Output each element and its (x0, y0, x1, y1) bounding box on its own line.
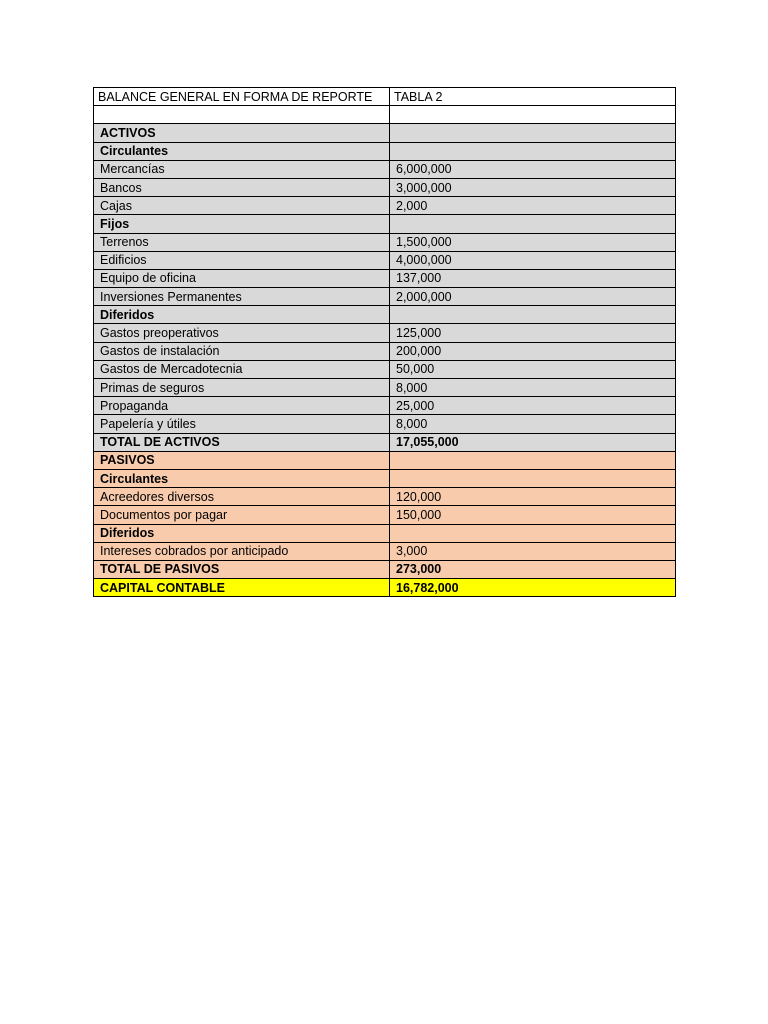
row-label: Papelería y útiles (94, 415, 390, 433)
table-row (94, 306, 676, 324)
row-label: PASIVOS (94, 451, 390, 469)
row-value: 1,500,000 (390, 233, 676, 251)
table-row (94, 360, 676, 378)
row-label: Gastos preoperativos (94, 324, 390, 342)
row-label: Equipo de oficina (94, 269, 390, 287)
row-value: 150,000 (390, 506, 676, 524)
table-row (94, 415, 676, 433)
row-label: Acreedores diversos (94, 488, 390, 506)
row-label: Cajas (94, 197, 390, 215)
row-value: 16,782,000 (390, 579, 676, 597)
row-label: Circulantes (94, 469, 390, 487)
row-value: 2,000,000 (390, 288, 676, 306)
row-value: 120,000 (390, 488, 676, 506)
row-label: ACTIVOS (94, 124, 390, 142)
table-row (94, 342, 676, 360)
table-row (94, 433, 676, 451)
table-row (94, 379, 676, 397)
row-label: Gastos de instalación (94, 342, 390, 360)
table-row (94, 579, 676, 597)
row-value (390, 215, 676, 233)
table-row (94, 560, 676, 578)
table-row (94, 160, 676, 178)
row-label (94, 106, 390, 124)
row-value: 50,000 (390, 360, 676, 378)
row-label: Edificios (94, 251, 390, 269)
row-value (390, 142, 676, 160)
row-value: 8,000 (390, 415, 676, 433)
table-row (94, 106, 676, 124)
row-value: 2,000 (390, 197, 676, 215)
balance-sheet-table (93, 87, 676, 597)
row-label: Circulantes (94, 142, 390, 160)
table-row (94, 542, 676, 560)
balance-sheet-body (94, 88, 676, 597)
row-value: 273,000 (390, 560, 676, 578)
table-row (94, 469, 676, 487)
row-value: 125,000 (390, 324, 676, 342)
row-value: 4,000,000 (390, 251, 676, 269)
row-value (390, 106, 676, 124)
table-row (94, 251, 676, 269)
table-row (94, 178, 676, 196)
row-label: Documentos por pagar (94, 506, 390, 524)
row-label: TOTAL DE PASIVOS (94, 560, 390, 578)
table-title: BALANCE GENERAL EN FORMA DE REPORTE (94, 88, 390, 106)
row-value (390, 469, 676, 487)
row-label: Inversiones Permanentes (94, 288, 390, 306)
row-label: Terrenos (94, 233, 390, 251)
table-row (94, 324, 676, 342)
table-row (94, 524, 676, 542)
row-value: 3,000,000 (390, 178, 676, 196)
row-label: Intereses cobrados por anticipado (94, 542, 390, 560)
row-label: TOTAL DE ACTIVOS (94, 433, 390, 451)
row-label: Primas de seguros (94, 379, 390, 397)
row-label: Propaganda (94, 397, 390, 415)
table-row (94, 269, 676, 287)
row-value: 6,000,000 (390, 160, 676, 178)
table-row (94, 124, 676, 142)
table-header-row (94, 88, 676, 106)
row-label: Gastos de Mercadotecnia (94, 360, 390, 378)
table-row (94, 288, 676, 306)
row-value (390, 306, 676, 324)
row-value (390, 451, 676, 469)
row-label: Mercancías (94, 160, 390, 178)
table-row (94, 142, 676, 160)
table-row (94, 488, 676, 506)
row-label: CAPITAL CONTABLE (94, 579, 390, 597)
row-label: Fijos (94, 215, 390, 233)
table-row (94, 451, 676, 469)
table-label: TABLA 2 (390, 88, 676, 106)
row-label: Diferidos (94, 306, 390, 324)
row-value: 200,000 (390, 342, 676, 360)
row-value: 8,000 (390, 379, 676, 397)
row-value: 17,055,000 (390, 433, 676, 451)
table-row (94, 506, 676, 524)
row-value (390, 524, 676, 542)
row-value: 3,000 (390, 542, 676, 560)
row-value: 137,000 (390, 269, 676, 287)
row-value (390, 124, 676, 142)
row-label: Diferidos (94, 524, 390, 542)
row-label: Bancos (94, 178, 390, 196)
row-value: 25,000 (390, 397, 676, 415)
table-row (94, 197, 676, 215)
table-row (94, 215, 676, 233)
table-row (94, 397, 676, 415)
table-row (94, 233, 676, 251)
